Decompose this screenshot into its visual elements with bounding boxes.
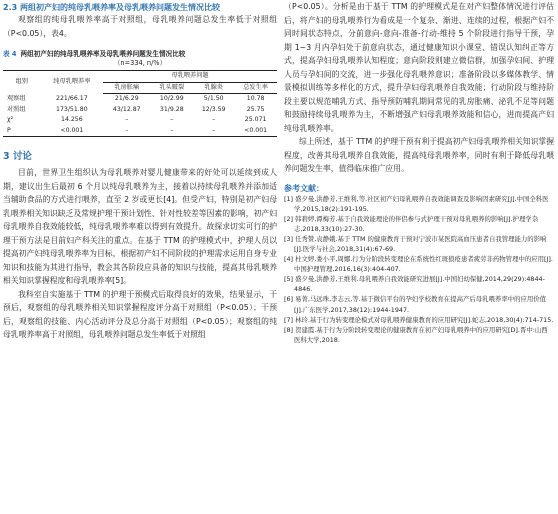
table-header-rate: 纯母乳喂养率 — [41, 71, 103, 94]
table-cell: – — [170, 116, 174, 123]
conclusion-paragraph: 综上所述，基于 TTM 的护理干预有利于提高初产妇母乳喂养相关知识掌握程度，改善其母乳喂养自我效能，提高纯母乳喂养率，同时有利于降低母乳喂养问题发生率，值得临床推广应用。 — [284, 137, 554, 173]
table-cell: 5/1.50 — [203, 95, 224, 102]
discussion-paragraph: 目前，世界卫生组织认为母乳喂养对婴儿健康带来的好处可以延续到成人期，建议出生后最初 6 个月以纯母乳喂养为主，接着以持续母乳喂养并添加适当辅助食品的方式进行喂养，直至 2 岁或更长[4]。但受产妇，特别是初产妇母乳喂养相关知识缺乏及常规护理干预计划性、针对性较差等因素的影响，初产妇母乳喂养自我效能较低，纯母乳喂养率难以得到有效提升。故探求切实可行的护理干预方法是目前妇产科关注的重点。在基于 TTM 的护理模式中，护理人员以提高初产妇纯母乳喂养率为目标，根据初产妇不同阶段的护理需求运用自身专业知识和技能为其进行指导，教会其各阶段应具备的知识与技能，提高其母乳喂养相关知识掌握程度和母乳喂养率[5]。 — [3, 168, 277, 285]
table-subheader: 总发生率 — [234, 82, 277, 94]
table-cell: 14.256 — [61, 116, 83, 123]
reference-item: [3] 任秀赞,袁静娥.基于 TTM 的健康教育干预对宁波市某医院高血压患者自我管理能力的影响[J].医学与社会,2018,31(4):67-69. — [284, 234, 547, 253]
right-column — [284, 0, 554, 345]
section-subheading: 2.3 两组初产妇的纯母乳喂养率及母乳喂养问题发生情况比较 — [3, 3, 220, 12]
table-cell: <0.001 — [234, 126, 277, 137]
table-cell: 观察组 — [7, 94, 26, 102]
reference-item: [4] 杜文婷,娄小平,周娜.行为分阶段转变理论在系统性红斑狼疮患者疲劳非药物管理中的应用[J].中国护理管理,2016,16(3):404-407. — [284, 255, 553, 274]
table-row — [3, 115, 277, 126]
reference-item: [8] 贺建霞.基于行为分阶段转变理论的健康教育在初产妇母乳喂养中的应用研究[D].晋中:山西医科大学,2018. — [284, 325, 548, 344]
table-cell: 21/6.29 — [114, 95, 139, 102]
table-title: 两组初产妇的纯母乳喂养率及母乳喂养问题发生情况比较 — [20, 50, 186, 58]
table-cell: <0.001 — [41, 126, 103, 137]
table-cell: – — [150, 126, 193, 137]
data-table — [3, 70, 277, 137]
table-row — [3, 94, 277, 105]
table-cell: 25.071 — [244, 116, 267, 123]
table-header-group: 组别 — [3, 71, 41, 94]
reference-item: [1] 盛夕曼,洪静芳,王维利,等.社区初产妇母乳喂养自我效能调查及影响因素研究[J].中国全科医学,2015,18(2):191-195. — [284, 194, 549, 213]
table-row — [3, 105, 277, 116]
table-subtitle: （n=334, n/%） — [113, 59, 167, 67]
reference-item: [6] 易菁,马远珠,李志云,等.基于微信平台的孕妇学校教育在提高产后母乳喂养率中的应用价值[J].广东医学,2017,38(12):1944-1947. — [284, 295, 547, 314]
table-cell: 25.75 — [246, 105, 265, 113]
reference-item: [2] 韩碧婷,谭梅芳.基于自我效能理论的伴侣参与式护理干预对母乳喂养的影响[J].护理学杂志,2018,33(10):27-30. — [284, 214, 539, 233]
table-cell: 43/12.87 — [112, 105, 141, 113]
table-cell: 173/51.80 — [56, 105, 88, 113]
table-cell: χ² — [7, 116, 14, 123]
discussion-heading: 3 讨论 — [3, 151, 32, 162]
discussion-paragraph: 我科室自实施基于 TTM 的护理干预模式后取得良好的效果，结果显示，干预后，观察组的母乳喂养相关知识掌握程度评分高于对照组（P<0.05）；干预后，观察组的技能、内心活动评分及总分高于对照组（P<0.05）；观察组的纯母乳喂养率高于对照组，母乳喂养问题总发生率低于对照组 — [3, 289, 277, 339]
table-cell: 对照组 — [7, 105, 26, 113]
reference-item: [5] 盛夕曼,洪静芳,王维利.母乳喂养自我效能研究进展[J].中国妇幼保健,2014,29(29):4844-4846. — [284, 275, 545, 294]
table-cell: 31/9.28 — [159, 105, 184, 113]
results-paragraph: 观察组的纯母乳喂养率高于对照组，母乳喂养问题总发生率低于对照组（P<0.05），表4。 — [3, 15, 277, 38]
analysis-paragraph: （P<0.05）。分析是由于基于 TTM 的护理模式是在对产妇整体情况进行评估后，将产妇的母乳喂养行为看成是一个复杂、渐进、连续的过程，根据产妇不同时间状态特点，分前意向-意向-准备-行动-维持 5 个阶段进行指导干预，孕期 1~3 月内孕妇处于前意向状态，通过健康知识小课堂、错误认知纠正等方式，提高孕妇母乳喂养认知程度；意向阶段则建立微信群，加强孕妇间、护理人员与孕妇间的交流，进一步强化母乳喂养意识；准备阶段以多媒体教学、情景模拟训练等多样化的方式，提升孕妇母乳喂养自我效能；行动阶段与维持阶段主要以规范哺乳方式、指导预防哺乳期间常见的乳房胀痛、泌乳不足等问题和鼓励持续母乳喂养为主，不断增强产妇母乳喂养效能和信心，进而提高产妇纯母乳喂养率。 — [284, 2, 554, 133]
table-cell: – — [193, 126, 234, 137]
table-cell: – — [103, 126, 150, 137]
table-label: 表 4 — [3, 50, 17, 58]
table-cell: 10.78 — [246, 95, 265, 102]
table-cell: – — [212, 116, 216, 123]
table-cell: 10/2.99 — [159, 95, 184, 102]
references-heading: 参考文献： — [284, 183, 324, 193]
table-subheader: 乳头皲裂 — [150, 82, 193, 94]
left-column — [3, 0, 277, 342]
table-row — [3, 126, 277, 137]
table-caption — [3, 50, 277, 59]
table-header-problems: 母乳喂养问题 — [103, 71, 277, 83]
table-cell: – — [125, 116, 129, 123]
table-cell: P — [3, 126, 41, 137]
table-subheader: 乳腺炎 — [193, 82, 234, 94]
table-cell: 221/66.17 — [56, 94, 88, 102]
table-cell: 12/3.59 — [201, 105, 226, 113]
reference-item: [7] 林玲.基于行为转变理论模式对母乳喂养健康教育的应用研究[J].蛇志,2018,30(4):714-715. — [284, 315, 554, 324]
table-subheader: 乳房胀痛 — [103, 82, 150, 94]
